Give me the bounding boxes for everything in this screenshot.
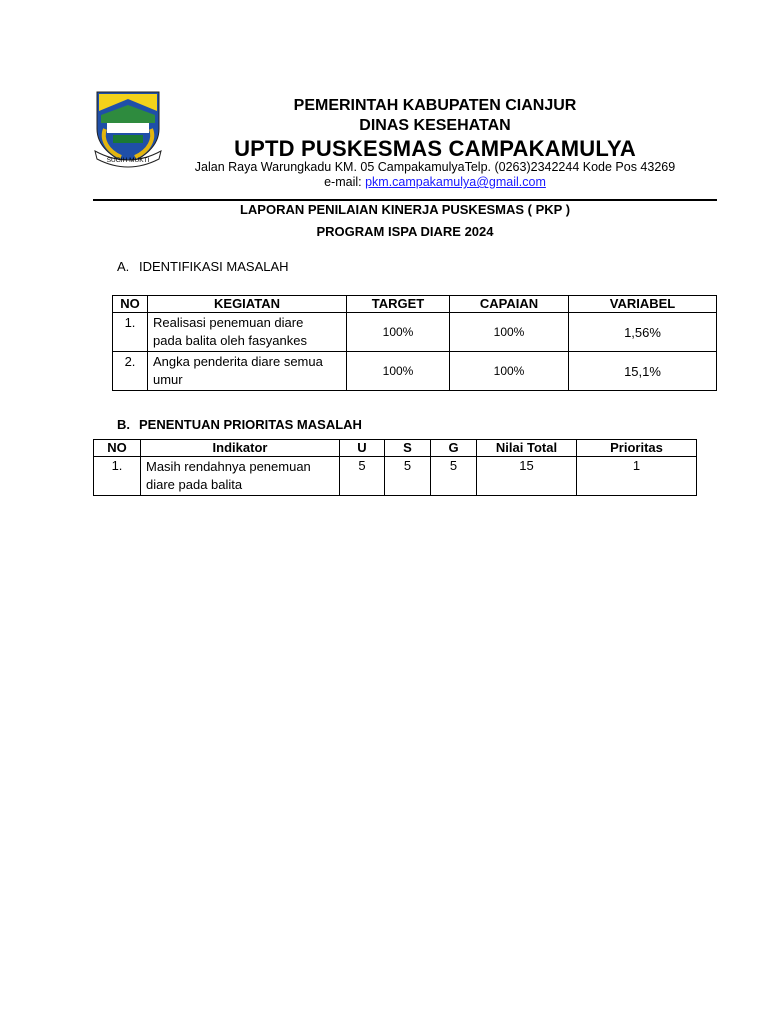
header-institution: UPTD PUSKESMAS CAMPAKAMULYA [234,136,636,161]
column-header: CAPAIAN [450,296,569,313]
email-link[interactable]: pkm.campakamulya@gmail.com [365,175,546,189]
variabel-cell: 15,1% [569,352,717,391]
indikator-cell [141,457,340,496]
row-number: 2. [113,352,148,391]
column-header: TARGET [347,296,450,313]
column-header: Nilai Total [477,440,577,457]
section-a-letter: A. [117,259,130,274]
header-government: PEMERINTAH KABUPATEN CIANJUR [293,97,577,114]
seriousness-score: 5 [385,457,431,496]
column-header: NO [113,296,148,313]
table-row [113,352,717,391]
column-header: Prioritas [577,440,697,457]
indikator-line: diare pada balita [146,477,243,492]
column-header: VARIABEL [569,296,717,313]
kegiatan-line: pada balita oleh fasyankes [153,333,307,348]
section-b-heading [117,417,362,432]
header-address: Jalan Raya Warungkadu KM. 05 CampakamulyaTelp. (0263)2342244 Kode Pos 43269 [194,160,676,174]
variabel-cell: 1,56% [569,313,717,352]
kegiatan-cell [148,313,347,352]
report-subtitle: PROGRAM ISPA DIARE 2024 [316,224,494,239]
report-title: LAPORAN PENILAIAN KINERJA PUSKESMAS ( PKP ) [239,202,571,217]
logo-motto: SUGIH MUKTI [106,157,150,164]
target-cell: 100% [347,313,450,352]
table-header-row [94,440,697,457]
row-number: 1. [94,457,141,496]
capaian-cell: 100% [450,352,569,391]
column-header: U [340,440,385,457]
row-number: 1. [113,313,148,352]
section-a-heading [117,259,289,274]
table-header-row [113,296,717,313]
urgency-score: 5 [340,457,385,496]
table-row [94,457,697,496]
target-cell: 100% [347,352,450,391]
kegiatan-line: Angka penderita diare semua [153,354,323,369]
section-b-title: PENENTUAN PRIORITAS MASALAH [139,417,362,432]
header-divider [93,199,717,201]
kegiatan-cell [148,352,347,391]
section-b-letter: B. [117,417,130,432]
column-header: KEGIATAN [148,296,347,313]
section-a-title: IDENTIFIKASI MASALAH [139,259,289,274]
column-header: S [385,440,431,457]
column-header: NO [94,440,141,457]
nilai-total-cell: 15 [477,457,577,496]
indikator-line: Masih rendahnya penemuan [146,459,311,474]
prioritas-masalah-table [93,439,697,496]
table-row [113,313,717,352]
column-header: G [431,440,477,457]
identifikasi-masalah-table [112,295,717,391]
capaian-cell: 100% [450,313,569,352]
header-email-line [150,175,720,189]
column-header: Indikator [141,440,340,457]
header-department: DINAS KESEHATAN [359,117,511,134]
prioritas-cell: 1 [577,457,697,496]
growth-score: 5 [431,457,477,496]
kegiatan-line: umur [153,372,183,387]
kegiatan-line: Realisasi penemuan diare [153,315,304,330]
email-label: e-mail: [324,175,366,189]
